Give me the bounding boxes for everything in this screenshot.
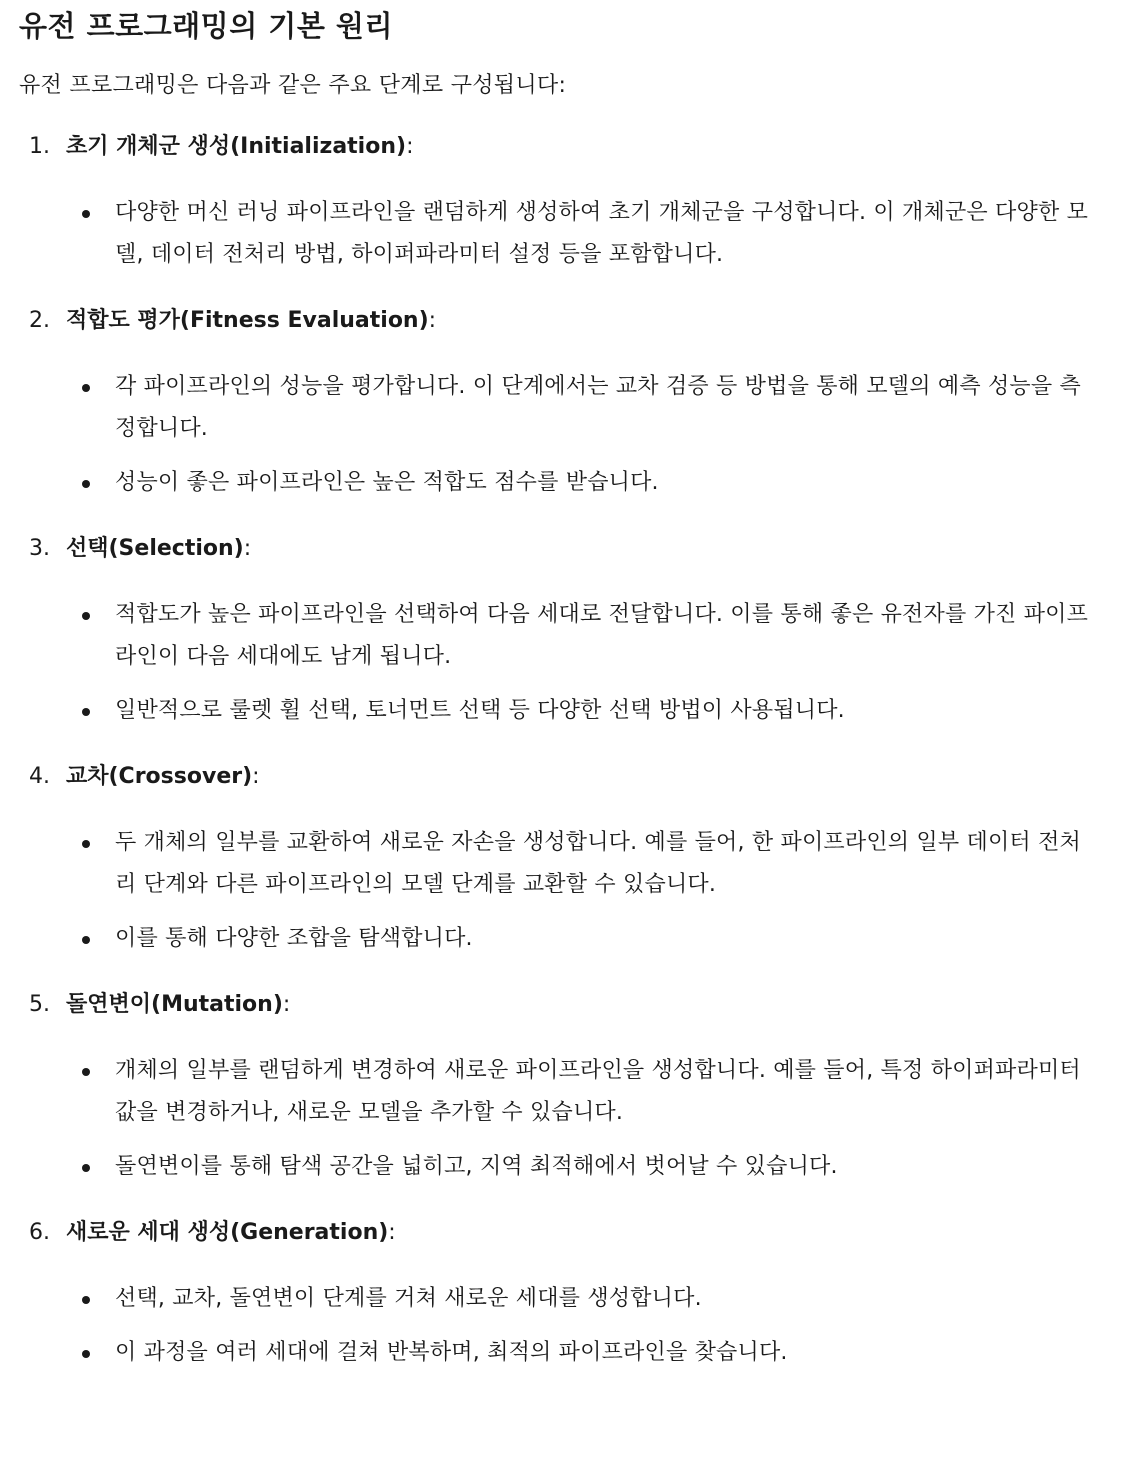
- step-colon: :: [243, 536, 252, 561]
- step-item: [19, 758, 1112, 960]
- bullet-list: [19, 1278, 1112, 1374]
- bullet-text: 이 과정을 여러 세대에 걸쳐 반복하며, 최적의 파이프라인을 찾습니다.: [115, 1340, 788, 1365]
- step-item: [19, 530, 1112, 732]
- step-colon: :: [406, 134, 414, 159]
- step-item: [19, 986, 1112, 1188]
- bullet-dot-icon: [19, 594, 115, 678]
- bullet-list: [19, 822, 1112, 960]
- bullet-item: [19, 690, 1112, 732]
- step-number: 3.: [29, 536, 50, 561]
- step-colon: :: [388, 1220, 396, 1245]
- bullet-dot-icon: [19, 366, 115, 450]
- step-heading: [19, 302, 1112, 340]
- bullet-item: [19, 822, 1112, 906]
- step-item: [19, 302, 1112, 504]
- step-heading: [19, 1214, 1112, 1252]
- bullet-dot-icon: [19, 1050, 115, 1134]
- step-heading: [19, 758, 1112, 796]
- bullet-list: [19, 594, 1112, 732]
- bullet-text: 성능이 좋은 파이프라인은 높은 적합도 점수를 받습니다.: [115, 470, 659, 495]
- bullet-text: 개체의 일부를 랜덤하게 변경하여 새로운 파이프라인을 생성합니다. 예를 들어, 특정 하이퍼파라미터 값을 변경하거나, 새로운 모델을 추가할 수 있습니다.: [115, 1058, 1081, 1125]
- step-heading: [19, 128, 1112, 166]
- bullet-dot-icon: [19, 1278, 115, 1320]
- step-number: 1.: [29, 134, 50, 159]
- bullet-text: 일반적으로 룰렛 휠 선택, 토너먼트 선택 등 다양한 선택 방법이 사용됩니다.: [115, 698, 845, 723]
- bullet-list: [19, 366, 1112, 504]
- bullet-list: [19, 192, 1112, 276]
- bullet-text: 돌연변이를 통해 탐색 공간을 넓히고, 지역 최적해에서 벗어날 수 있습니다.: [115, 1154, 838, 1179]
- bullet-text: 다양한 머신 러닝 파이프라인을 랜덤하게 생성하여 초기 개체군을 구성합니다. 이 개체군은 다양한 모델, 데이터 전처리 방법, 하이퍼파라미터 설정 등을 포함합니다.: [115, 200, 1089, 267]
- bullet-list: [19, 1050, 1112, 1188]
- bullet-item: [19, 918, 1112, 960]
- bullet-item: [19, 366, 1112, 450]
- bullet-dot-icon: [19, 192, 115, 276]
- bullet-dot-icon: [19, 822, 115, 906]
- step-title: 초기 개체군 생성(Initialization): [66, 134, 407, 159]
- step-number: 2.: [29, 308, 50, 333]
- step-colon: :: [252, 764, 260, 789]
- step-heading: [19, 530, 1112, 568]
- step-title: 새로운 세대 생성(Generation): [66, 1220, 389, 1245]
- step-item: [19, 1214, 1112, 1374]
- bullet-item: [19, 1050, 1112, 1134]
- bullet-dot-icon: [19, 918, 115, 960]
- bullet-dot-icon: [19, 462, 115, 504]
- bullet-item: [19, 1332, 1112, 1374]
- step-title: 선택(Selection): [66, 536, 244, 561]
- step-number: 4.: [29, 764, 50, 789]
- step-title: 돌연변이(Mutation): [66, 992, 283, 1017]
- bullet-dot-icon: [19, 690, 115, 732]
- bullet-text: 적합도가 높은 파이프라인을 선택하여 다음 세대로 전달합니다. 이를 통해 좋은 유전자를 가진 파이프라인이 다음 세대에도 남게 됩니다.: [115, 602, 1089, 669]
- step-colon: :: [282, 992, 291, 1017]
- step-number: 5.: [29, 992, 50, 1017]
- bullet-text: 각 파이프라인의 성능을 평가합니다. 이 단계에서는 교차 검증 등 방법을 통해 모델의 예측 성능을 측정합니다.: [115, 374, 1081, 441]
- step-title: 적합도 평가(Fitness Evaluation): [66, 308, 429, 333]
- step-title: 교차(Crossover): [66, 764, 253, 789]
- step-colon: :: [428, 308, 437, 333]
- page-title: 유전 프로그래밍의 기본 원리: [19, 9, 393, 43]
- bullet-dot-icon: [19, 1332, 115, 1374]
- bullet-text: 선택, 교차, 돌연변이 단계를 거쳐 새로운 세대를 생성합니다.: [115, 1286, 702, 1311]
- bullet-item: [19, 462, 1112, 504]
- steps-list: [19, 128, 1112, 1374]
- bullet-text: 이를 통해 다양한 조합을 탐색합니다.: [115, 926, 473, 951]
- bullet-item: [19, 594, 1112, 678]
- step-item: [19, 128, 1112, 276]
- bullet-item: [19, 192, 1112, 276]
- step-number: 6.: [29, 1220, 50, 1245]
- bullet-dot-icon: [19, 1146, 115, 1188]
- bullet-text: 두 개체의 일부를 교환하여 새로운 자손을 생성합니다. 예를 들어, 한 파이프라인의 일부 데이터 전처리 단계와 다른 파이프라인의 모델 단계를 교환할 수 있습니다.: [115, 830, 1081, 897]
- bullet-item: [19, 1146, 1112, 1188]
- intro-paragraph: 유전 프로그래밍은 다음과 같은 주요 단계로 구성됩니다:: [19, 73, 567, 98]
- step-heading: [19, 986, 1112, 1024]
- bullet-item: [19, 1278, 1112, 1320]
